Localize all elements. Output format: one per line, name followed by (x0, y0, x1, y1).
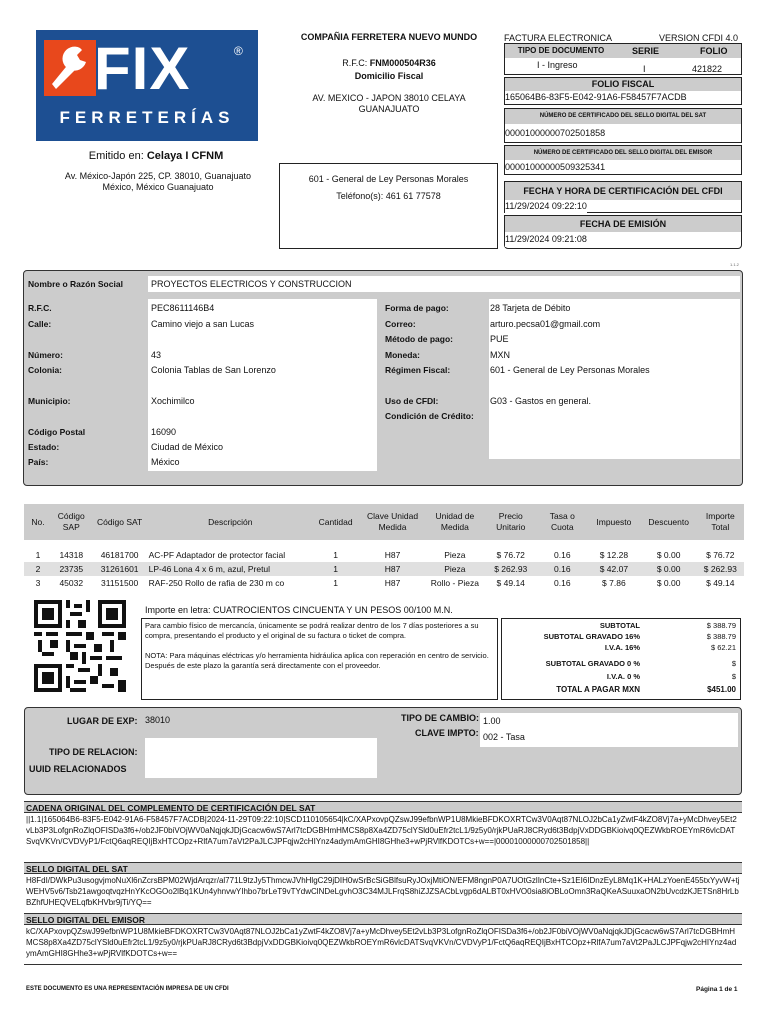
emisor-regimen-box (279, 163, 498, 249)
receptor-nombre: PROYECTOS ELECTRICOS Y CONSTRUCCION (148, 276, 740, 292)
table-header: No. Código SAP Código SAT Descripción Cantidad Clave Unidad Medida Unidad de Medida Precio Unitario Tasa o Cuota Impuesto Descuento Importe Total (24, 504, 744, 540)
emitido-en: Emitido en: Celaya I CFNM (88, 150, 224, 162)
table-row: 1 14318 46181700 AC-PF Adaptador de protector facial 1 H87 Pieza $ 76.72 0.16 $ 12.28 $ 0.00 $ 76.72 (35, 550, 735, 560)
domicilio-label: Domicilio Fiscal (354, 71, 424, 81)
table-row: 2 23735 31261601 LP-46 Lona 4 x 6 m, azul, Pretul 1 H87 Pieza $ 262.93 0.16 $ 42.07 $ 0.00 $ 262.93 (24, 562, 744, 576)
factura-titulo: FACTURA ELECTRONICA (504, 33, 613, 43)
cert-emisor-box: NÚMERO DE CERTIFICADO DEL SELLO DIGITAL DEL EMISOR 00001000000509325341 (504, 145, 742, 175)
factura-version: VERSION CFDI 4.0 (659, 33, 739, 43)
domicilio-2: GUANAJUATO (358, 104, 420, 114)
fecha-emision-box: FECHA DE EMISIÓN 11/29/2024 09:21:08 (504, 215, 742, 249)
registered-icon: ® (234, 44, 243, 58)
receptor-section: Nombre o Razón Social PROYECTOS ELECTRICOS Y CONSTRUCCION R.F.C. PEC8611146B4 Calle: Camino viejo a san Lucas Número: 43 Colonia: Colonia Tablas de San Lorenzo Municipio: Xochimilco Código Postal 16090 Estado: Ciudad de México País: México Forma de pago: 28 Tarjeta de Débito Correo: arturo.pecsa01@gmail.com Método de pago: PUE Moneda: MXN Régimen Fiscal: 601 - General de Ley Personas Morales Uso de CFDI: G03 - Gastos en general. Condición de Crédito: (23, 270, 743, 486)
emisor-telefono: Teléfono(s): 461 61 77578 (336, 191, 441, 201)
cert-sat-box: NÚMERO DE CERTIFICADO DEL SELLO DIGITAL DEL SAT 00001000000702501858 (504, 108, 742, 143)
qr-code-icon (34, 600, 126, 692)
cert-sat: 00001000000702501858 (505, 124, 605, 142)
logo-subtext: FERRETERÍAS (59, 108, 235, 127)
nota-cambio: Para cambio físico de mercancía, únicamente se podrá realizar dentro de los 7 días posteriores a su compra, presentando el producto y el original de su factura o ticket de compra. (145, 621, 479, 640)
fix-logo (36, 30, 258, 141)
footer-pagina: Página 1 de 1 (696, 986, 738, 993)
nota-box (141, 618, 498, 700)
cert-emisor: 00001000000509325341 (505, 162, 606, 172)
sello-emisor: SELLO DIGITAL DEL EMISOR kC/XAPxovpQZswJ99efbnWP1U8MkieBFDKOXRTCw3V0Aqt87NLOJ2bCa1yZwtF4kZO8Vj7a+yMcDhvey5Et2vLb3P3LofgnRoZlqOFISDa3f6+/ob2JF0biVOjWV0aNqjqkJDjGcacw6wS7Arl7tcDGBHmHMCS8p8Xa4ZD75clYSld0uEfr2tcL1/9z5y0/rjkPUaRJ8CRyd6t3BdpjVxDDGBKioivq0QEZWkbROEYmR6vlcDATSvqVKVn/CVDVyP1/FctQ6aqREQIjBxHTCOpz+RlfA7um7aVt2PaJLCJPFqjw2cHIYnz4adymAmGHI8GHhe3+wPjRVlfKDOTCs+w== (24, 913, 742, 965)
emisor-regimen: 601 - General de Ley Personas Morales (308, 174, 469, 184)
logo-text: FIX (94, 35, 191, 102)
totales-box: SUBTOTAL $ 388.79 SUBTOTAL GRAVADO 16% $ 388.79 I.V.A. 16% $ 62.21 SUBTOTAL GRAVADO 0 % $ I.V.A. 0 % $ TOTAL A PAGAR MXN $451.00 (501, 618, 741, 700)
table-row: 3 45032 31151500 RAF-250 Rollo de rafia de 230 m co 1 H87 Rollo - Pieza $ 49.14 0.16 $ 7.86 $ 0.00 $ 49.14 (35, 578, 735, 588)
total-pagar: $451.00 (646, 685, 736, 694)
folio-fiscal: 165064B6-83F5-E042-91A6-F58457F7ACDB (505, 92, 687, 102)
emisor-info (280, 32, 498, 115)
importe-letra: Importe en letra: CUATROCIENTOS CINCUENTA Y UN PESOS 00/100 M.N. (145, 605, 453, 615)
version-code: 1.1.2 (730, 262, 739, 267)
fecha-emision: 11/29/2024 09:21:08 (505, 232, 587, 247)
footer-leyenda: ESTE DOCUMENTO ES UNA REPRESENTACIÓN IMPRESA DE UN CFDI (26, 986, 229, 992)
emisor-rfc: R.F.C: FNM000504R36 (342, 58, 436, 68)
nota-garantia: NOTA: Para máquinas eléctricas y/o herramienta hidráulica aplica con reperación en centro de servicio. Después de este plazo la garantía será directamente con el proveedor. (145, 651, 489, 670)
cadena-original: CADENA ORIGINAL DEL COMPLEMENTO DE CERTIFICACIÓN DEL SAT ||1.1|165064B6-83F5-E042-91A6-F58457F7ACDB|2024-11-29T09:22:10|SCD110105654|kC/XAPxovpQZswJ99efbnWP1U8MkieBFDKOXRTCw3V0Aqt87NLOJ2bCa1yZwtF4kZO8Vj7a+yMcDhvey5Et2vLb3P3LofgnRoZlqOFISDa3f6+/ob2JF0biVOjWV0aNqjqkJDjGcacw6wS7Arl7tcDGBHmHMCS8p8Xa4ZD75clYSld0uEfr2tcL1/9z5y0/rjkPUaRJ8CRyd6t3BdpjVxDDGBKioivq0QEZWkbROEYmR6vlcDATSvqVKVn/CVDVyP1/FctQ6aqREQIjBxHTCOpz+RlfA7um7aVt2PaJLCJPFqjw2cHIYnz4adymAmGHI8GHhe3+wPjRVlfKDOTCs+w==|00001000000702501858|| (24, 801, 742, 863)
subtotal: $ 388.79 (646, 621, 736, 630)
wrench-logo-icon (44, 40, 96, 96)
emisor-direccion: Av. México-Japón 225, CP. 38010, Guanajuato México, México Guanajuato (64, 171, 252, 192)
info-adicional-section: LUGAR DE EXP: 38010 TIPO DE CAMBIO: 1.00 CLAVE IMPTO: 002 - Tasa TIPO DE RELACION: UUID RELACIONADOS (24, 707, 742, 795)
tipo-doc-box: TIPO DE DOCUMENTO SERIE FOLIO I - Ingreso I 421822 (504, 43, 742, 75)
sello-sat: SELLO DIGITAL DEL SAT H8FdI/DWkPu3usogvjmoNuXl6nZcrsBPM02WjdArqzr/al771L9tzJy5ThmcwJVhHlgC29jDIH0wSrBcSiGBlfsuRyJOxjMtiON/EFM8ngnP0A7UOtGzlInCte+Sz1EI6IDnzEyL8Mq1K+HALzYoenE455txYyvW+tjWEHV5v6/Tsb21awgoqtvqzHnYKcOGOo2lBq1KUn4yhnvwYIhbo7brLeT9vTYdwClNDeLgvhO3C34MJLFrqS8hiZJZSACbLvgp6dALBT0xHVO0sia8iOBLoOmn3RaQKeASuuxaON2bUvcdzKJETSn8HrLbBZhfUHEQVELqfbKHVbr9jTi/YQ== (24, 862, 742, 912)
conceptos-table (24, 504, 744, 590)
folio-fiscal-box: FOLIO FISCAL 165064B6-83F5-E042-91A6-F58457F7ACDB (504, 77, 742, 105)
domicilio-1: AV. MEXICO - JAPON 38010 CELAYA (312, 93, 466, 103)
fecha-cert: 11/29/2024 09:22:10 (505, 201, 587, 211)
emisor-nombre: COMPAÑIA FERRETERA NUEVO MUNDO (300, 32, 478, 42)
fecha-cert-box: FECHA Y HORA DE CERTIFICACIÓN DEL CFDI 11/29/2024 09:22:10 (504, 181, 742, 213)
